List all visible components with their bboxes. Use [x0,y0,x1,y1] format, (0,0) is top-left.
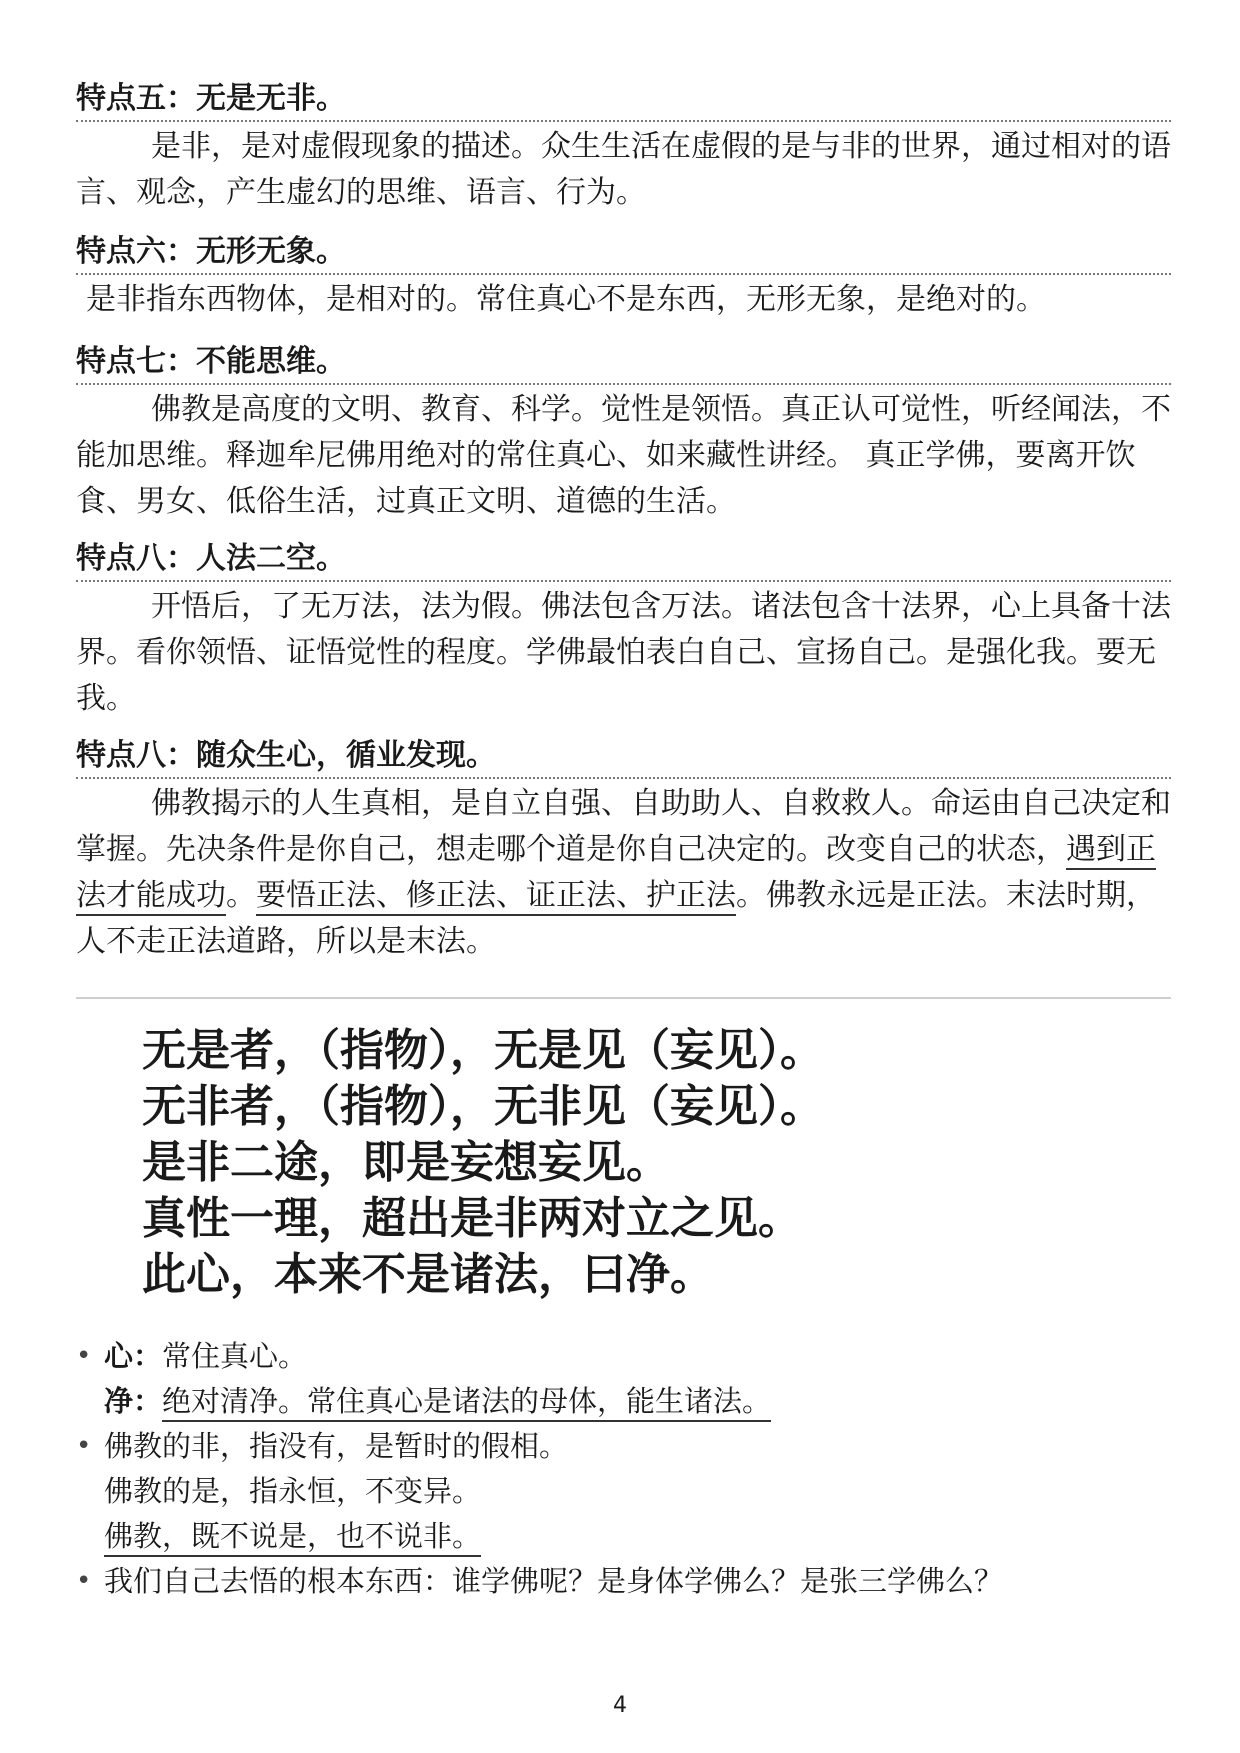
list-item [76,1334,1171,1379]
list-text: 佛教的是，指永恒，不变异。 [104,1474,482,1508]
list-item [76,1424,1171,1469]
section-feature-8b [76,737,1171,965]
list-text: 佛教，既不说是，也不说非。 [104,1519,481,1557]
bullet-dot-icon: • [76,1566,92,1596]
list-text: 佛教的非，指没有，是暂时的假相。 [104,1429,569,1463]
section-feature-6 [76,233,1171,323]
section-feature-7 [76,343,1171,525]
section-heading: 特点八：随众生心，循业发现。 [76,737,1171,779]
paragraph-text: 。 [226,878,256,913]
section-heading: 特点八：人法二空。 [76,540,1171,582]
bullet-dot-icon: • [76,1341,92,1371]
page-number: 4 [613,1693,627,1718]
section-paragraph: 是非指东西物体，是相对的。常住真心不是东西，无形无象，是绝对的。 [86,282,1046,317]
list-text: 我们自己去悟的根本东西：谁学佛呢？是身体学佛么？是张三学佛么？ [104,1564,1004,1598]
term-label: 净： [104,1384,163,1418]
verse-line: 真性一理，超出是非两对立之见。 [142,1193,802,1244]
underlined-phrase: 要悟正法、修正法、证正法、护正法 [256,878,736,916]
list-item-continuation [76,1379,1171,1424]
section-paragraph: 佛教是高度的文明、教育、科学。觉性是领悟。真正认可觉性，听经闻法，不能加思维。释迦牟尼佛用绝对的常住真心、如来藏性讲经。 真正学佛，要离开饮食、男女、低俗生活，过真正文明、道德的生活。 [76,392,1171,519]
verse-line: 是非二途，即是妄想妄见。 [142,1137,670,1188]
verse-line: 无是者，（指物），无是见（妄见）。 [142,1025,824,1076]
section-heading: 特点七：不能思维。 [76,343,1171,385]
term-text: 常住真心。 [162,1339,308,1373]
paragraph-text: 佛教揭示的人生真相，是自立自强、自助助人、自救救人。命运由自己决定和掌握。先决条件是你自己，想走哪个道是你自己决定的。改变自己的状态， [76,786,1171,867]
term-text: 绝对清净。常住真心是诸法的母体，能生诸法。 [162,1384,771,1422]
bullet-list [76,1334,1171,1604]
underlined-phrase: 遇到正法才能成功 [76,832,1156,916]
paragraph-text: 。佛教永远是正法。末法时期，人不走正法道路，所以是末法。 [76,878,1156,959]
section-heading: 特点六：无形无象。 [76,233,1171,275]
horizontal-divider [76,997,1171,999]
bullet-dot-icon: • [76,1431,92,1461]
section-paragraph [76,781,1171,965]
section-heading: 特点五：无是无非。 [76,80,1171,122]
list-item [76,1559,1171,1604]
verse-line: 无非者，（指物），无非见（妄见）。 [142,1081,824,1132]
verse-line: 此心，本来不是诸法，曰净。 [142,1249,714,1300]
section-paragraph: 开悟后，了无万法，法为假。佛法包含万法。诸法包含十法界，心上具备十法界。看你领悟、证悟觉性的程度。学佛最怕表白自己、宣扬自己。是强化我。要无我。 [76,589,1171,716]
section-feature-8a [76,540,1171,722]
list-item-continuation [76,1514,1171,1559]
term-label: 心： [104,1339,163,1373]
list-item-continuation [76,1469,1171,1514]
section-paragraph: 是非，是对虚假现象的描述。众生生活在虚假的是与非的世界，通过相对的语言、观念，产生虚幻的思维、语言、行为。 [76,129,1171,210]
section-feature-5 [76,80,1171,216]
verse-block [142,1023,824,1303]
